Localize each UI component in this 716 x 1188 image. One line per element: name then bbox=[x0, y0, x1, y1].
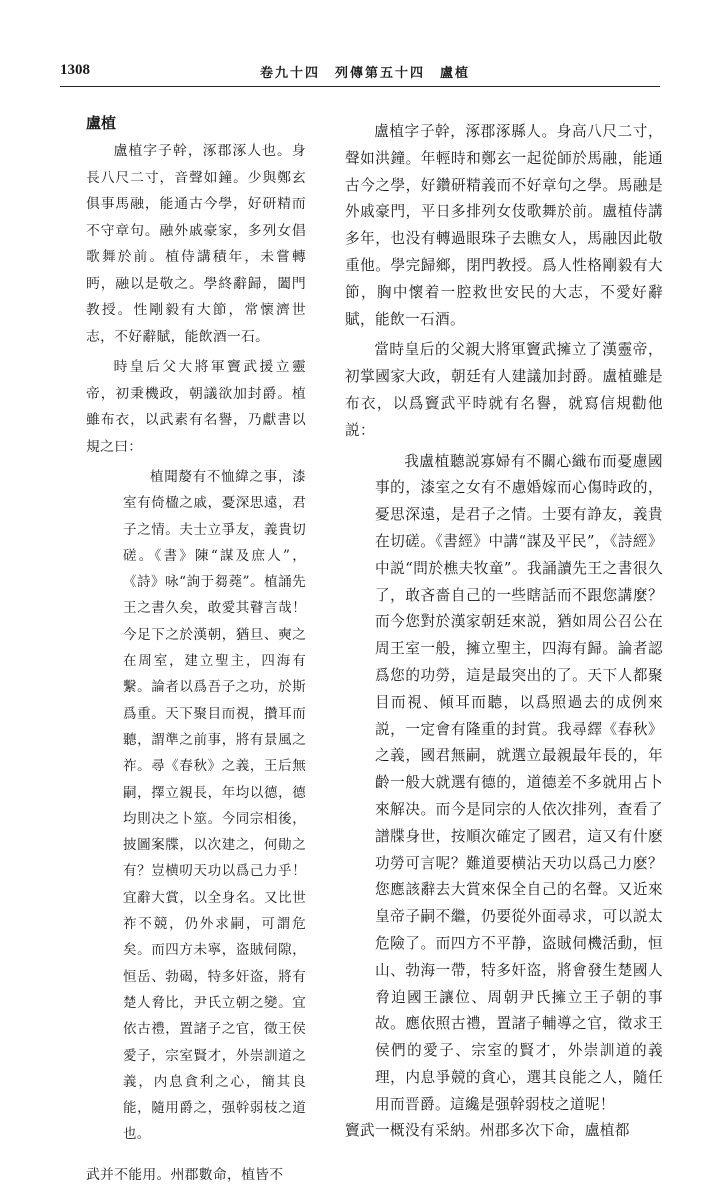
page-number: 1308 bbox=[60, 62, 90, 78]
header-rule bbox=[60, 86, 660, 87]
translation-column bbox=[345, 112, 663, 1145]
translation-paragraph-2: 當時皇后的父親大將軍竇武擁立了漢靈帝，初掌國家大政，朝廷有人建議加封爵。盧植雖是布衣，以爲竇武平時就有名譽，就寫信規勸他説： bbox=[345, 341, 663, 439]
running-head: 卷九十四 列傳第五十四 盧植 bbox=[260, 66, 471, 81]
classical-paragraph-2: 時皇后父大將軍竇武援立靈帝，初秉機政，朝議欲加封爵。植雖布衣，以武素有名譽，乃獻書以規之曰： bbox=[86, 359, 306, 455]
translation-paragraph-continued: 竇武一概没有采納。州郡多次下命，盧植都 bbox=[345, 1122, 630, 1140]
classical-paragraph-continued: 武并不能用。州郡數命，植皆不 bbox=[86, 1166, 284, 1183]
translation-memorial: 我盧植聽説寡婦有不關心織布而憂慮國事的，漆室之女有不慮婚嫁而心傷時政的，憂思深遠，是君子之情。士要有諍友，義貴在切磋。《書經》中講“謀及平民”，《詩經》中説“問於樵夫牧童”。我誦讀先王之書很久了，敢吝嗇自己的一些瞎話而不跟您講麼？而今您對於漢家朝廷來説，猶如周公召公在周王室一般，擁立聖主，四海有歸。論者認爲您的功勞，這是最突出的了。天下人都聚目而視、傾耳而聽，以爲照過去的成例來説，一定會有隆重的封賞。我尋繹《春秋》之義，國君無嗣，就選立最親最年長的，年齡一般大就選有德的，道德差不多就用占卜來解决。而今是同宗的人依次排列，查看了譜牒身世，按順次確定了國君，這又有什麽功勞可言呢？難道要横沾天功以爲己力麽？您應該辭去大賞來保全自己的名聲。又近來皇帝子嗣不繼，仍要從外面尋求，可以説太危險了。而四方不平静，盗賊伺機活動，恒山、勃海一帶，特多奸盗，將會發生楚國人脅迫國王讓位、周朝尹氏擁立王子朝的事故。應依照古禮，置諸子輔導之官，徵求王侯們的愛子、宗室的賢才，外崇訓道的義理，内息爭競的貪心，選其良能之人，隨任用而晋爵。這纔是强幹弱枝之道呢！ bbox=[375, 452, 663, 1113]
classical-memorial: 植聞嫠有不恤緯之事，漆室有倚楹之戚，憂深思遠，君子之情。夫士立爭友，義貴切磋。《書》陳“謀及庶人”，《詩》咏“詢于芻蕘”。植誦先王之書久矣，敢愛其瞽言哉！今足下之於漢朝，猶旦、奭之在周室，建立聖主，四海有繫。論者以爲吾子之功，於斯爲重。天下聚目而視，攢耳而聽，謂準之前事，將有景風之祚。尋《春秋》之義，王后無嗣，擇立親長，年均以德，德均則决之卜筮。今同宗相後，披圖案牒，以次建之，何勛之有？豈横叨天功以爲己力乎！宜辭大賞，以全身名。又比世祚不競，仍外求嗣，可謂危矣。而四方未寧，盗賊伺隙，恒岳、勃碣，特多奸盗，將有楚人脅比，尹氏立朝之變。宜依古禮，置諸子之官，徵王侯愛子，宗室賢才，外崇訓道之義，内息貪利之心，簡其良能，隨用爵之，强幹弱枝之道也。 bbox=[123, 469, 306, 1143]
translation-paragraph-1: 盧植字子幹，涿郡涿縣人。身高八尺二寸，聲如洪鐘。年輕時和鄭玄一起從師於馬融，能通古今之學，好鑽研精義而不好章句之學。馬融是外戚豪門，平日多排列女伎歌舞於前。盧植侍講多年，也没有轉過眼珠子去瞧女人，馬融因此敬重他。學完歸鄉，閉門教授。爲人性格剛毅有大節，胸中懷着一腔救世安民的大志，不愛好辭賦，能飲一石酒。 bbox=[345, 123, 663, 328]
classical-paragraph-1: 盧植字子幹，涿郡涿人也。身長八尺二寸，音聲如鐘。少與鄭玄俱事馬融，能通古今學，好研精而不守章句。融外戚豪家，多列女倡歌舞於前。植侍講積年，未嘗轉眄，融以是敬之。學終辭歸，闔門教授。性剛毅有大節，常懷濟世志，不好辭賦，能飲酒一石。 bbox=[86, 143, 306, 345]
classical-text-column bbox=[86, 112, 306, 1188]
page-header bbox=[60, 62, 660, 84]
section-title: 盧植 bbox=[86, 114, 117, 132]
